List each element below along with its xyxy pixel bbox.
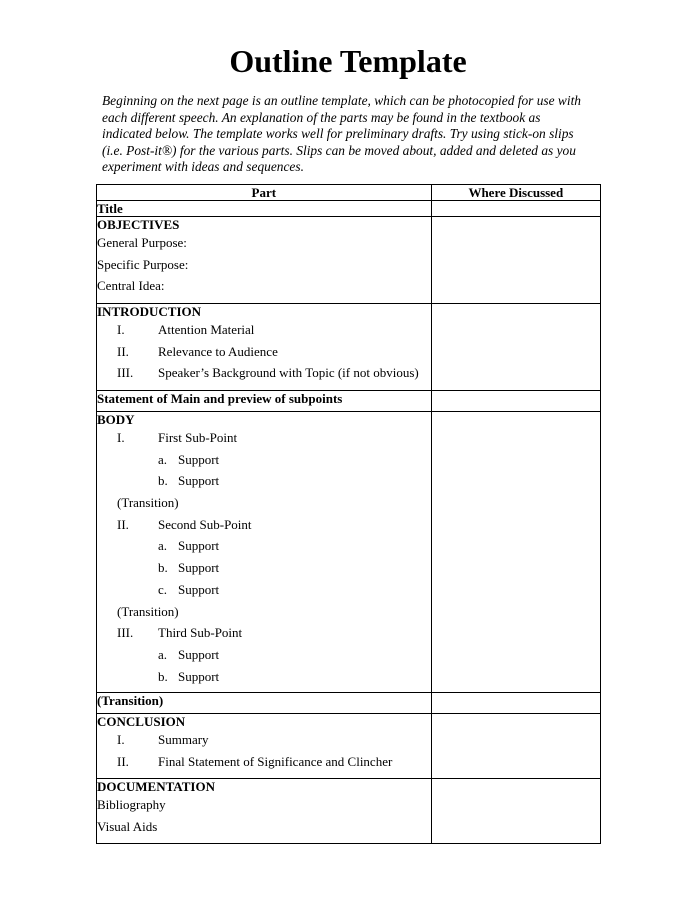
header-where-discussed: Where Discussed bbox=[431, 185, 600, 201]
where-cell-documentation bbox=[431, 779, 600, 844]
statement-row bbox=[97, 391, 601, 412]
bibliography-label: Bibliography bbox=[97, 797, 166, 812]
list-item: a. Support bbox=[158, 538, 220, 554]
list-item: I. Summary bbox=[117, 732, 209, 747]
list-item: II. Relevance to Audience bbox=[117, 343, 278, 359]
title-row bbox=[97, 201, 601, 217]
intro-line: experiment with ideas and sequences. bbox=[102, 159, 304, 175]
list-item: b. Support bbox=[158, 560, 220, 576]
where-cell-conclusion bbox=[431, 714, 600, 779]
list-item: II. Second Sub-Point bbox=[117, 516, 252, 532]
introduction-heading: INTRODUCTION bbox=[97, 304, 202, 319]
transition-label: (Transition) bbox=[117, 603, 179, 619]
list-item: III. Third Sub-Point bbox=[117, 625, 243, 641]
intro-paragraph bbox=[102, 93, 602, 176]
list-item: a. Support bbox=[158, 451, 220, 467]
conclusion-heading: CONCLUSION bbox=[97, 714, 186, 729]
list-item: c. Support bbox=[158, 581, 220, 597]
title-row-label: Title bbox=[97, 201, 432, 217]
list-item: b. Support bbox=[158, 668, 220, 684]
where-cell-introduction bbox=[431, 304, 600, 391]
intro-line: each different speech. An explanation of the parts may be found in the textbook as bbox=[102, 109, 541, 125]
conclusion-cell bbox=[97, 714, 432, 779]
statement-label: Statement of Main and preview of subpoints bbox=[97, 391, 432, 412]
outline-table bbox=[96, 184, 601, 844]
intro-line: indicated below. The template works well for preliminary drafts. Try using stick-on slips bbox=[102, 126, 574, 142]
where-cell-transition bbox=[431, 693, 600, 714]
transition-row-label: (Transition) bbox=[97, 693, 432, 714]
header-part: Part bbox=[97, 185, 432, 201]
documentation-heading: DOCUMENTATION bbox=[97, 779, 215, 794]
central-idea-label: Central Idea: bbox=[97, 278, 165, 294]
body-heading: BODY bbox=[97, 412, 135, 427]
transition-row bbox=[97, 693, 601, 714]
intro-line: Beginning on the next page is an outline template, which can be photocopied for use with bbox=[102, 93, 582, 108]
specific-purpose-label: Specific Purpose: bbox=[97, 256, 189, 272]
where-cell-title bbox=[431, 201, 600, 217]
page-title: Outline Template bbox=[229, 43, 467, 79]
objectives-cell bbox=[97, 217, 432, 304]
introduction-cell bbox=[97, 304, 432, 391]
where-cell-statement bbox=[431, 391, 600, 412]
list-item: III. Speaker’s Background with Topic (if not obvious) bbox=[117, 365, 419, 381]
intro-line: (i.e. Post-it®) for the various parts. Slips can be moved about, added and deleted as you bbox=[102, 142, 576, 158]
visual-aids-label: Visual Aids bbox=[97, 818, 158, 834]
objectives-section bbox=[97, 217, 601, 304]
conclusion-section bbox=[97, 714, 601, 779]
body-section bbox=[97, 412, 601, 693]
transition-label: (Transition) bbox=[117, 495, 179, 511]
where-cell-objectives bbox=[431, 217, 600, 304]
header-row bbox=[97, 185, 601, 201]
objectives-heading: OBJECTIVES bbox=[97, 217, 180, 232]
introduction-section bbox=[97, 304, 601, 391]
list-item: II. Final Statement of Significance and Clincher bbox=[117, 753, 393, 769]
where-cell-body bbox=[431, 412, 600, 693]
list-item: a. Support bbox=[158, 646, 220, 662]
list-item: b. Support bbox=[158, 473, 220, 489]
documentation-cell bbox=[97, 779, 432, 844]
general-purpose-label: General Purpose: bbox=[97, 235, 187, 250]
list-item: I. First Sub-Point bbox=[117, 430, 238, 445]
list-item: I. Attention Material bbox=[117, 322, 255, 337]
documentation-section bbox=[97, 779, 601, 844]
body-cell bbox=[97, 412, 432, 693]
